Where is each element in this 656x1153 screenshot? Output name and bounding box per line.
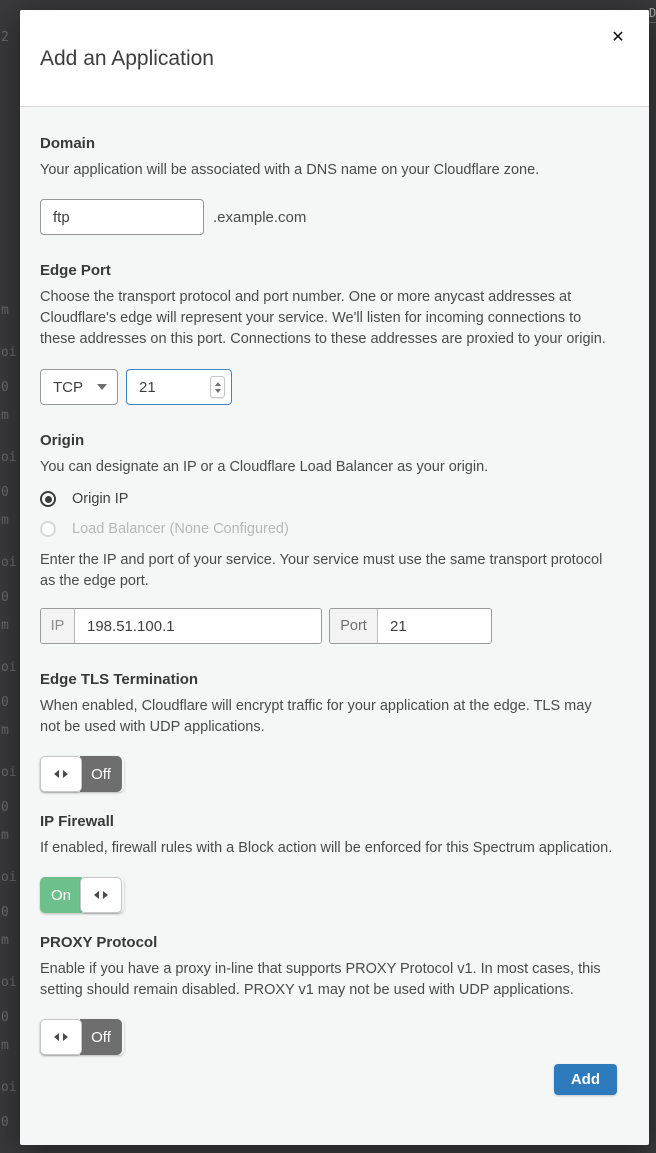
edge-port-label: Edge Port [40,262,111,279]
radio-unselected-icon [40,521,56,537]
background-text-fragment: m [1,513,9,528]
background-text-fragment: 0 [1,800,9,815]
proxy-protocol-toggle[interactable] [40,1019,124,1055]
protocol-select[interactable] [40,369,118,405]
section-edge-port [40,261,629,405]
chevron-down-icon [97,384,107,390]
ip-firewall-toggle[interactable] [40,877,124,913]
toggle-state-label: Off [80,756,122,792]
background-text-fragment: m [1,723,9,738]
background-text-fragment: m [1,933,9,948]
radio-origin-ip-label: Origin IP [72,491,129,507]
toggle-arrows-icon [54,770,59,778]
origin-description-2: Enter the IP and port of your service. Your service must use the same transport protocol as the edge port. [40,552,603,589]
radio-load-balancer [40,518,629,540]
background-left-fragments [0,0,20,1153]
ip-prefix-label: IP [41,609,75,643]
radio-origin-ip[interactable] [40,488,629,510]
background-text-fragment: 0 [1,1010,9,1025]
toggle-arrows-icon [63,1033,68,1041]
edge-tls-label: Edge TLS Termination [40,671,199,688]
edge-port-description: Choose the transport protocol and port number. One or more anycast addresses at Cloudflare's edge will represent your service. We'll listen for incoming connections to these addresses on this port. Connections to these addresses are proxied to your origin. [40,289,606,347]
domain-input[interactable] [40,199,204,235]
domain-description: Your application will be associated with a DNS name on your Cloudflare zone. [40,162,540,178]
background-text-fragment: 2 [1,30,9,45]
background-text-fragment: oi [1,975,17,990]
close-icon[interactable]: ✕ [611,29,625,46]
toggle-arrows-icon [103,891,108,899]
background-text-fragment: D [649,6,656,20]
edge-tls-toggle[interactable] [40,756,124,792]
stepper-up-icon [215,382,221,386]
port-prefix-label: Port [330,609,378,643]
background-text-fragment: oi [1,345,17,360]
background-right-fragments [648,0,656,1153]
origin-description: You can designate an IP or a Cloudflare Load Balancer as your origin. [40,459,489,475]
background-text-fragment: 0 [1,905,9,920]
number-stepper[interactable] [210,376,225,398]
background-text-fragment: m [1,1038,9,1053]
origin-ip-group [40,608,322,644]
background-text-fragment: m [1,618,9,633]
protocol-select-value: TCP [53,378,83,396]
background-text-fragment: oi [1,1080,17,1095]
background-text-fragment: oi [1,765,17,780]
background-text-fragment: oi [1,450,17,465]
background-text-fragment: oi [1,555,17,570]
section-origin [40,431,629,644]
ip-firewall-label: IP Firewall [40,813,114,830]
proxy-protocol-label: PROXY Protocol [40,934,158,951]
background-text-fragment: m [1,828,9,843]
toggle-knob [80,877,122,913]
background-text-fragment: 0 [1,590,9,605]
modal-footer [40,1064,629,1128]
radio-load-balancer-label: Load Balancer (None Configured) [72,521,289,537]
background-text-fragment: m [1,408,9,423]
background-text-fragment: oi [1,660,17,675]
domain-label: Domain [40,135,96,152]
origin-port-group [329,608,492,644]
modal-header [20,10,649,107]
toggle-state-label: Off [80,1019,122,1055]
domain-suffix: .example.com [213,208,307,226]
section-proxy-protocol [40,933,629,1055]
section-edge-tls [40,670,629,792]
stepper-down-icon [215,389,221,393]
toggle-knob [40,756,82,792]
background-text-fragment: m [1,303,9,318]
section-ip-firewall [40,812,629,913]
background-text-fragment: 0 [1,695,9,710]
add-application-modal [20,10,649,1145]
background-text-fragment: oi [1,870,17,885]
modal-title: Add an Application [40,47,214,70]
origin-ip-input[interactable] [75,609,321,643]
origin-port-input[interactable] [378,609,491,643]
add-button[interactable]: Add [554,1064,617,1095]
origin-label: Origin [40,432,85,449]
section-domain [40,134,629,235]
proxy-protocol-description: Enable if you have a proxy in-line that supports PROXY Protocol v1. In most cases, this setting should remain disabled. PROXY v1 may not be used with UDP applications. [40,961,601,998]
modal-body [20,107,649,1128]
background-text-fragment: 0 [1,1115,9,1130]
radio-selected-icon [40,491,56,507]
toggle-knob [40,1019,82,1055]
toggle-state-label: On [40,877,82,913]
toggle-arrows-icon [94,891,99,899]
background-text-fragment: 0 [1,380,9,395]
background-text-fragment: 0 [1,485,9,500]
edge-tls-description: When enabled, Cloudflare will encrypt traffic for your application at the edge. TLS may not be used with UDP applications. [40,698,592,735]
background-line [648,22,656,23]
toggle-arrows-icon [63,770,68,778]
toggle-arrows-icon [54,1033,59,1041]
ip-firewall-description: If enabled, firewall rules with a Block action will be enforced for this Spectrum application. [40,840,613,856]
